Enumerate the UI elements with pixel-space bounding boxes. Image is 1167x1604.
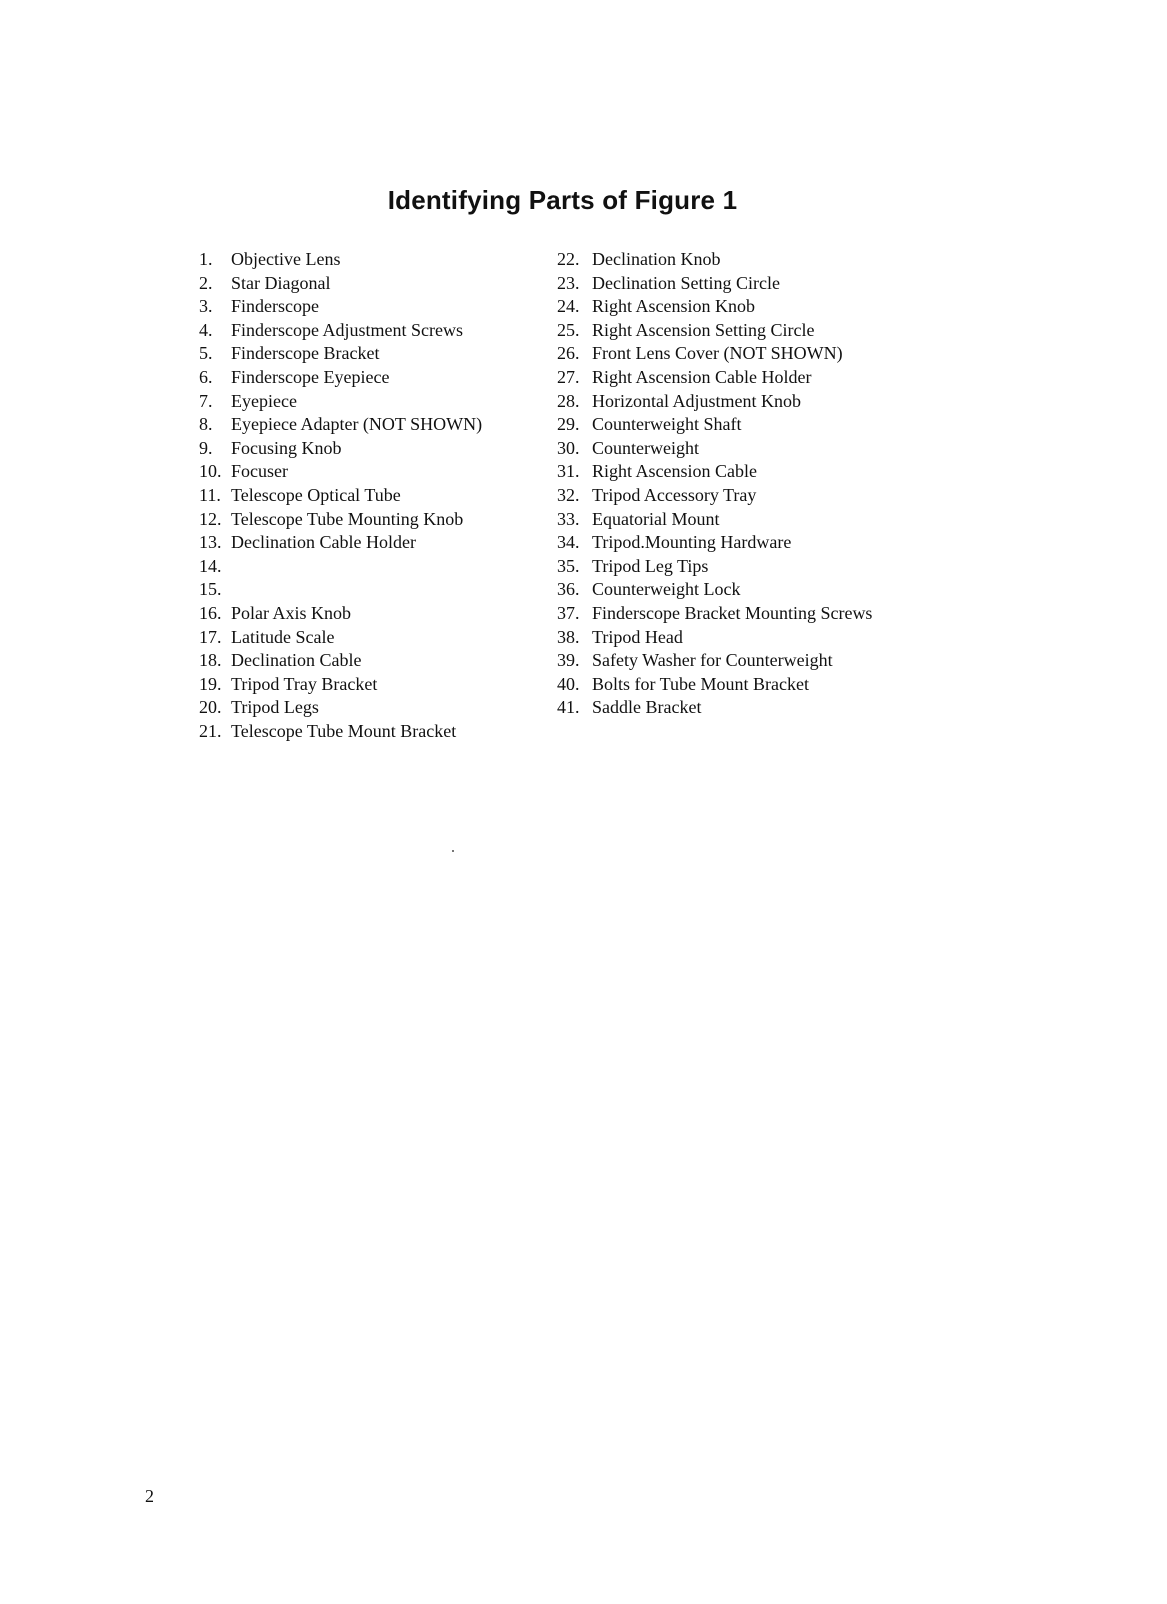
part-label: Focusing Knob xyxy=(231,437,342,458)
part-number: 9. xyxy=(199,437,213,458)
list-item xyxy=(199,696,559,720)
part-number: 17. xyxy=(199,626,222,647)
list-item xyxy=(199,366,559,390)
part-label: Front Lens Cover (NOT SHOWN) xyxy=(592,343,843,364)
list-item xyxy=(557,342,977,366)
parts-list-left xyxy=(199,248,559,743)
list-item xyxy=(557,460,977,484)
part-number: 8. xyxy=(199,414,213,435)
part-number: 4. xyxy=(199,319,213,340)
part-number: 7. xyxy=(199,390,213,411)
part-number: 20. xyxy=(199,697,222,718)
list-item xyxy=(199,649,559,673)
part-number: 34. xyxy=(557,532,580,553)
part-number: 21. xyxy=(199,720,222,741)
part-number: 2. xyxy=(199,272,213,293)
part-label: Declination Cable xyxy=(231,650,362,671)
part-label: Star Diagonal xyxy=(231,272,331,293)
list-item xyxy=(199,342,559,366)
part-label: Telescope Tube Mount Bracket xyxy=(231,720,457,741)
part-label: Right Ascension Setting Circle xyxy=(592,319,815,340)
list-item xyxy=(557,413,977,437)
part-label: Declination Cable Holder xyxy=(231,532,416,553)
part-number: 5. xyxy=(199,343,213,364)
list-item xyxy=(199,602,559,626)
part-label: Focuser xyxy=(231,461,288,482)
part-label: Finderscope Bracket Mounting Screws xyxy=(592,602,873,623)
part-number: 38. xyxy=(557,626,580,647)
list-item xyxy=(557,272,977,296)
part-label: Tripod.Mounting Hardware xyxy=(592,532,792,553)
list-item xyxy=(199,413,559,437)
part-number: 23. xyxy=(557,272,580,293)
page-title: Identifying Parts of Figure 1 xyxy=(387,185,738,215)
list-item xyxy=(199,720,559,744)
part-number: 15. xyxy=(199,579,222,600)
list-item xyxy=(199,248,559,272)
list-item xyxy=(557,295,977,319)
list-item xyxy=(557,696,977,720)
list-item xyxy=(199,272,559,296)
part-number: 33. xyxy=(557,508,580,529)
list-item xyxy=(557,484,977,508)
part-number: 10. xyxy=(199,461,222,482)
part-number: 36. xyxy=(557,579,580,600)
list-item xyxy=(557,555,977,579)
list-item xyxy=(199,390,559,414)
part-label: Counterweight Lock xyxy=(592,579,741,600)
part-label: Polar Axis Knob xyxy=(231,602,352,623)
part-number: 18. xyxy=(199,650,222,671)
list-item xyxy=(557,508,977,532)
part-label: Declination Setting Circle xyxy=(592,272,780,293)
list-item xyxy=(199,295,559,319)
parts-list-right xyxy=(557,248,977,720)
part-label: Eyepiece xyxy=(231,390,297,411)
part-label: Tripod Accessory Tray xyxy=(592,484,757,505)
list-item xyxy=(199,484,559,508)
part-number: 11. xyxy=(199,484,221,505)
part-label: Eyepiece Adapter (NOT SHOWN) xyxy=(231,414,483,435)
part-number: 31. xyxy=(557,461,580,482)
part-label: Finderscope xyxy=(231,296,319,317)
list-item xyxy=(199,531,559,555)
list-item xyxy=(557,366,977,390)
part-number: 6. xyxy=(199,366,213,387)
part-number: 14. xyxy=(199,555,222,576)
part-label: Tripod Leg Tips xyxy=(592,555,709,576)
list-item xyxy=(199,460,559,484)
part-number: 40. xyxy=(557,673,580,694)
list-item xyxy=(199,626,559,650)
part-label: Tripod Head xyxy=(592,626,683,647)
list-item xyxy=(199,319,559,343)
part-number: 13. xyxy=(199,532,222,553)
page-number: 2 xyxy=(145,1486,154,1506)
part-number: 3. xyxy=(199,296,213,317)
list-item xyxy=(557,248,977,272)
list-item xyxy=(557,602,977,626)
part-label: Right Ascension Cable Holder xyxy=(592,366,812,387)
list-item xyxy=(557,673,977,697)
part-number: 37. xyxy=(557,602,580,623)
part-label: Tripod Tray Bracket xyxy=(231,673,378,694)
part-label: Bolts for Tube Mount Bracket xyxy=(592,673,810,694)
part-number: 1. xyxy=(199,249,213,269)
part-label: Declination Knob xyxy=(592,249,721,269)
part-number: 24. xyxy=(557,296,580,317)
part-number: 32. xyxy=(557,484,580,505)
part-number: 19. xyxy=(199,673,222,694)
part-label: Finderscope Eyepiece xyxy=(231,366,390,387)
list-item xyxy=(557,626,977,650)
part-number: 28. xyxy=(557,390,580,411)
part-number: 29. xyxy=(557,414,580,435)
part-label: Objective Lens xyxy=(231,249,341,269)
list-item xyxy=(199,578,559,602)
part-label: Counterweight Shaft xyxy=(592,414,742,435)
part-number: 27. xyxy=(557,366,580,387)
part-label: Right Ascension Cable xyxy=(592,461,757,482)
list-item xyxy=(557,319,977,343)
part-number: 16. xyxy=(199,602,222,623)
part-number: 22. xyxy=(557,249,580,269)
list-item xyxy=(557,390,977,414)
list-item xyxy=(557,649,977,673)
part-label: Tripod Legs xyxy=(231,697,319,718)
stray-mark xyxy=(452,850,454,852)
part-label: Horizontal Adjustment Knob xyxy=(592,390,801,411)
part-label: Telescope Tube Mounting Knob xyxy=(231,508,464,529)
part-number: 12. xyxy=(199,508,222,529)
part-number: 35. xyxy=(557,555,580,576)
part-label: Telescope Optical Tube xyxy=(231,484,401,505)
part-label: Right Ascension Knob xyxy=(592,296,756,317)
part-number: 41. xyxy=(557,697,580,718)
part-number: 30. xyxy=(557,437,580,458)
part-label: Finderscope Bracket xyxy=(231,343,380,364)
part-label: Saddle Bracket xyxy=(592,697,702,718)
part-number: 26. xyxy=(557,343,580,364)
part-label: Counterweight xyxy=(592,437,699,458)
part-number: 25. xyxy=(557,319,580,340)
part-label: Finderscope Adjustment Screws xyxy=(231,319,463,340)
list-item xyxy=(199,555,559,579)
part-number: 39. xyxy=(557,650,580,671)
part-label: Equatorial Mount xyxy=(592,508,720,529)
list-item xyxy=(557,578,977,602)
list-item xyxy=(557,437,977,461)
list-item xyxy=(557,531,977,555)
list-item xyxy=(199,437,559,461)
part-label: Latitude Scale xyxy=(231,626,335,647)
part-label: Safety Washer for Counterweight xyxy=(592,650,833,671)
list-item xyxy=(199,508,559,532)
list-item xyxy=(199,673,559,697)
